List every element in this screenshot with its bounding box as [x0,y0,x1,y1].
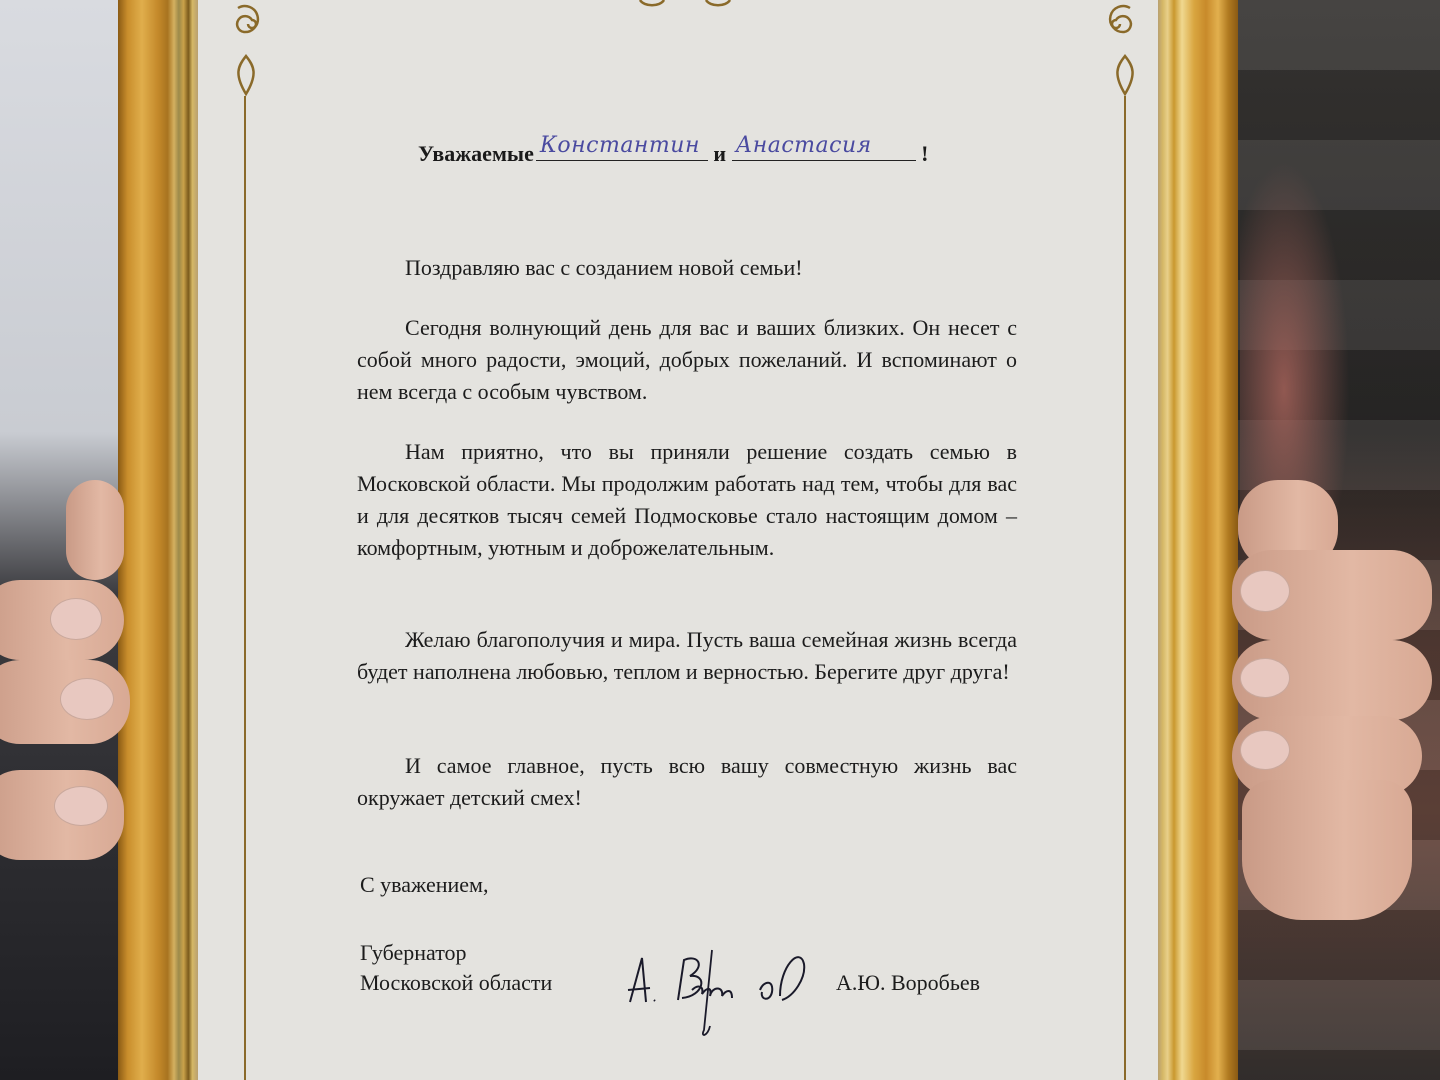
letter-paragraph-4: Желаю благополучия и мира. Пусть ваша семейная жизнь всегда будет наполнена любовью, теплом и верностью. Берегите друг друга! [357,627,1017,684]
border-line-left [244,96,246,1080]
signer-title-line-2: Московской области [360,970,553,995]
left-finger-1 [0,580,124,660]
greeting-conjunction: и [713,141,727,166]
letter-paragraph-1: Поздравляю вас с созданием новой семьи! [405,255,803,280]
greeting-prefix: Уважаемые [418,141,534,166]
top-scroll-ornament-icon [630,0,740,10]
greeting-line [418,133,929,167]
left-hand-holding-frame [0,480,130,920]
left-finger-3 [0,770,124,860]
right-finger-1 [1232,550,1432,640]
signer-name: А.Ю. Воробьев [836,970,981,995]
letter-paragraph-2: Сегодня волнующий день для вас и ваших близких. Он несет с собой много радости, эмоций, добрых пожеланий. И вспоминают о нем всегда с особым чувством. [357,315,1017,404]
greeting-exclamation: ! [921,141,929,166]
letter-paragraph-5: И самое главное, пусть всю вашу совместную жизнь вас окружает детский смех! [357,753,1017,810]
spiral-ornament-right-icon [1100,0,1140,44]
closing-phrase: С уважением, [360,872,489,897]
leaf-ornament-left-icon [232,54,260,100]
signer-title-line-1: Губернатор [360,940,467,965]
frame-right-edge [1158,0,1238,1080]
handwritten-name-2: Анастасия [735,133,872,158]
right-palm [1242,780,1412,920]
handwritten-signature-icon [620,940,820,1040]
letter-paragraph-3: Нам приятно, что вы приняли решение создать семью в Московской области. Мы продолжим работать над тем, чтобы для вас и для десятков тысяч семей Подмосковье стало настоящим домом – комфортным, уютным и доброжелательным. [357,439,1017,560]
name-blank-1 [536,133,708,161]
name-blank-2 [732,133,916,161]
left-finger-2 [0,660,130,744]
left-thumb [66,480,124,580]
right-finger-2 [1232,640,1432,720]
leaf-ornament-right-icon [1111,54,1139,100]
border-line-right [1124,96,1126,1080]
frame-left-edge [118,0,198,1080]
handwritten-name-1: Константин [539,133,700,158]
spiral-ornament-left-icon [228,0,268,44]
right-hand-holding-frame [1232,480,1440,940]
